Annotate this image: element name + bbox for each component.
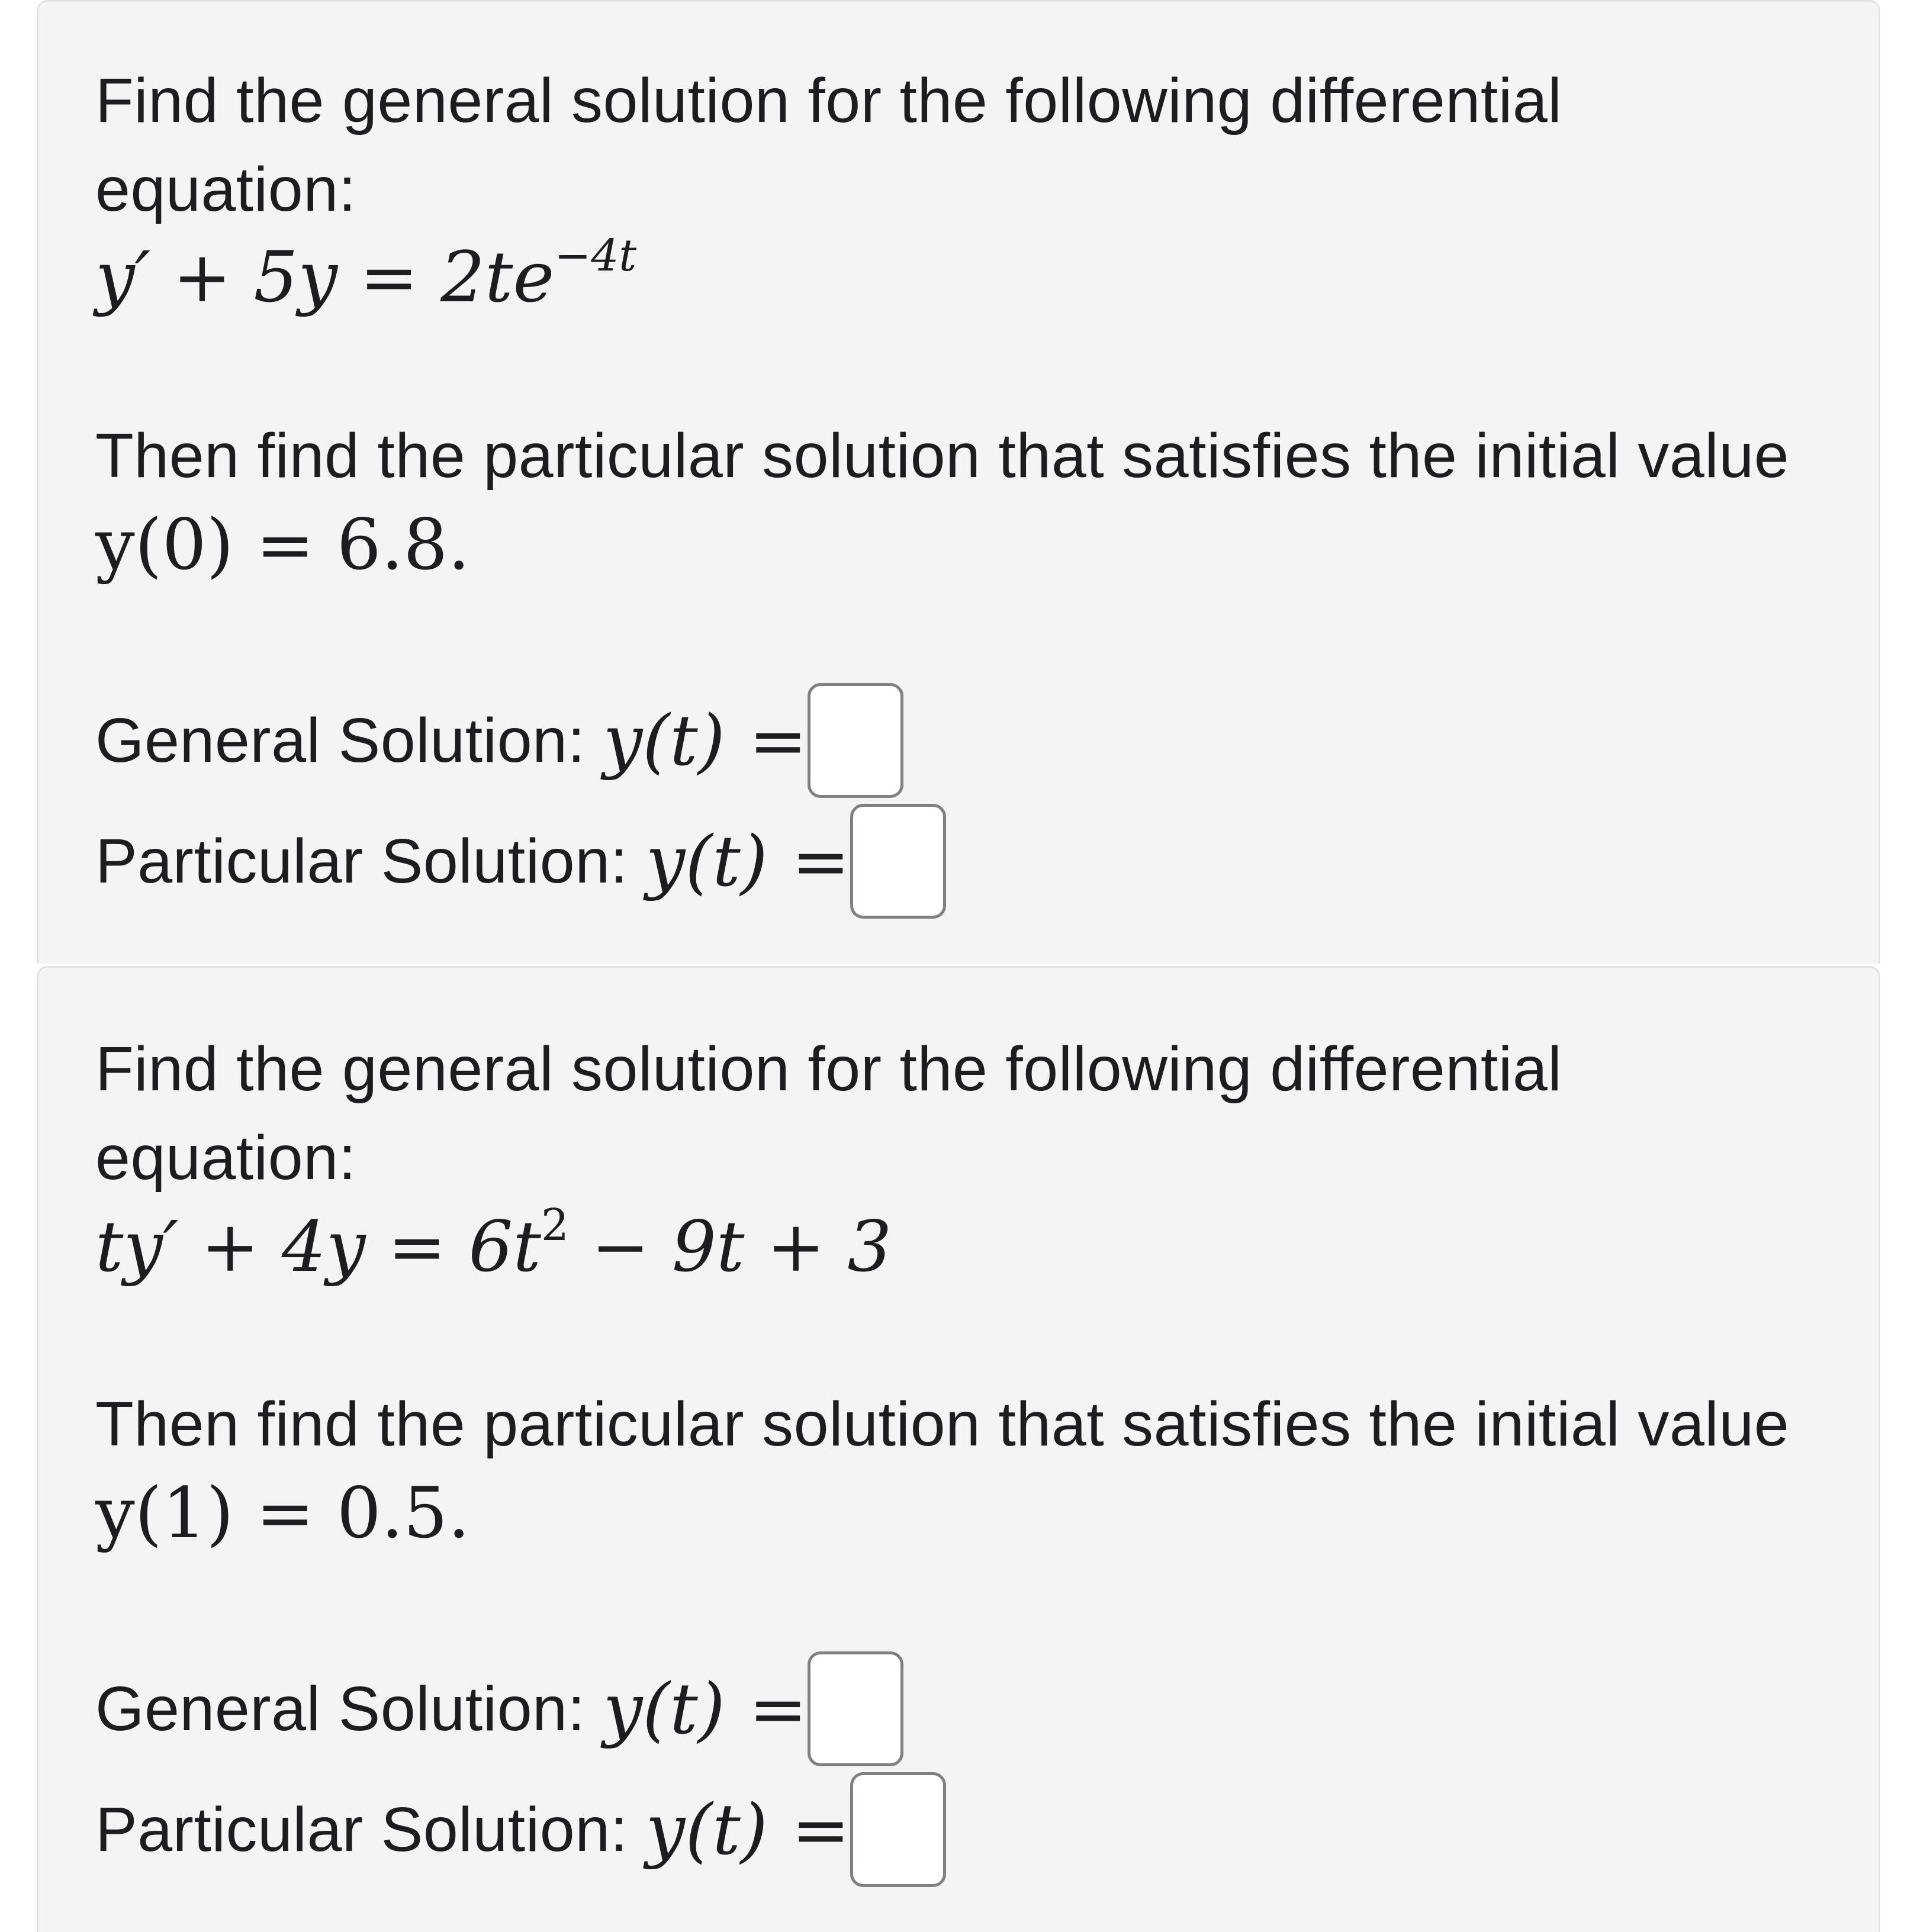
particular-solution-input[interactable] — [850, 804, 946, 919]
problem-intro-line1: Find the general solution for the following differential — [95, 1034, 1562, 1104]
particular-solution-row — [95, 802, 946, 920]
problem-card-1 — [37, 0, 1880, 964]
problem-intro-line2: equation: — [95, 1123, 356, 1193]
differential-equation — [95, 1202, 892, 1300]
general-solution-label: General Solution: — [95, 1673, 586, 1744]
equation-exponent: 2 — [541, 1200, 569, 1251]
equals-sign: = — [748, 700, 808, 781]
problem-intro-line1: Find the general solution for the following differential — [95, 66, 1562, 136]
y-of-t: y(t) — [603, 1668, 725, 1750]
general-solution-row — [95, 681, 903, 800]
general-solution-row — [95, 1650, 903, 1768]
general-solution-label: General Solution: — [95, 705, 586, 775]
equals-sign: = — [748, 1668, 808, 1750]
initial-value: y(1) = 0.5. — [95, 1472, 470, 1554]
differential-equation — [95, 230, 637, 331]
particular-solution-label: Particular Solution: — [95, 1794, 628, 1865]
equation-lhs: y′ + 5y = 2te — [95, 236, 555, 318]
then-line: Then find the particular solution that satisfies the initial value — [95, 421, 1790, 491]
y-of-t: y(t) — [645, 1789, 768, 1870]
equation-part2: − 9t + 3 — [568, 1206, 892, 1287]
y-of-t: y(t) — [645, 820, 768, 902]
y-of-t: y(t) — [603, 700, 725, 781]
general-solution-input[interactable] — [808, 683, 903, 798]
general-solution-input[interactable] — [808, 1651, 903, 1766]
equation-exponent: −4t — [554, 230, 637, 281]
problem-intro-line2: equation: — [95, 154, 356, 224]
then-line: Then find the particular solution that satisfies the initial value — [95, 1389, 1790, 1459]
particular-solution-input[interactable] — [850, 1772, 946, 1887]
equation-part1: ty′ + 4y = 6t — [95, 1206, 541, 1287]
particular-solution-label: Particular Solution: — [95, 826, 628, 896]
equals-sign: = — [791, 1789, 850, 1870]
initial-value: y(0) = 6.8. — [95, 504, 470, 585]
equals-sign: = — [791, 820, 850, 902]
problem-card-2 — [37, 966, 1880, 1932]
particular-solution-row — [95, 1770, 946, 1889]
